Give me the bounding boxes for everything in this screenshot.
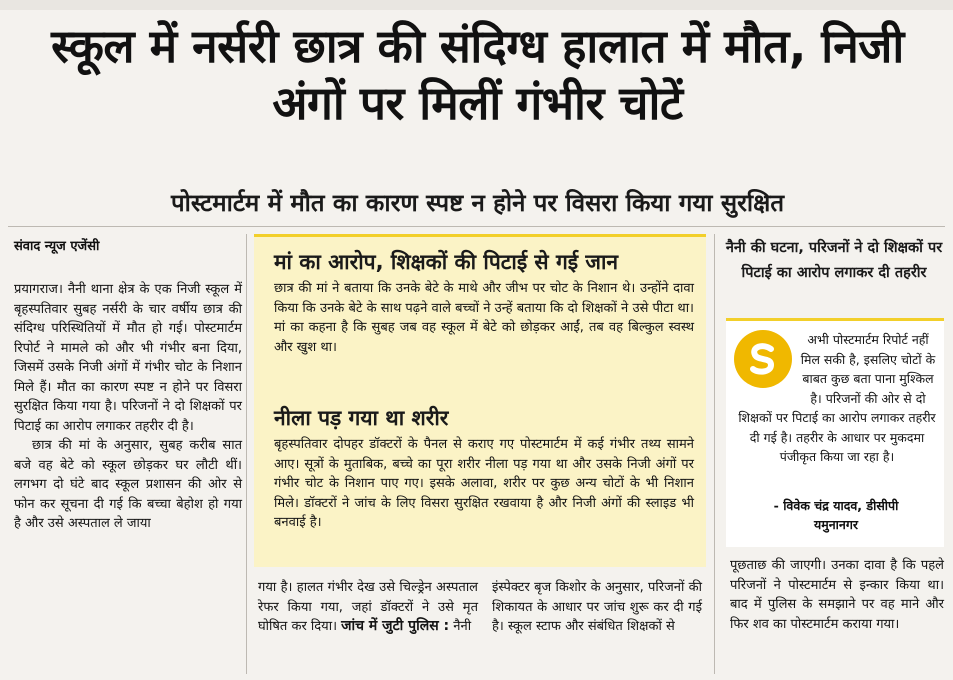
box-heading: नीला पड़ गया था शरीर [274,406,449,430]
paragraph: नैनी [453,619,472,634]
article-column-4: पूछताछ की जाएगी। उनका दावा है कि पहले परिजनों ने पोस्टमार्टम से इन्कार किया था। बाद में पुलिस के समझाने पर वह माने और फिर शव का पोस्टमार्टम कराया गया। [730,558,944,632]
paragraph: गया है। हालत गंभीर देख उसे चिल्ड्रेन अस्पताल रेफर किया गया, जहां डॉक्टरों ने उसे मृत घोषित कर दिया। [258,580,478,634]
byline: संवाद न्यूज एजेंसी [14,239,100,254]
box-paragraph: बृहस्पतिवार दोपहर डॉक्टरों के पैनल से कराए गए पोस्टमार्टम में कई गंभीर तथ्य सामने आए। सूत्रों के मुताबिक, बच्चे का पूरा शरीर नीला पड़ गया था और उसके निजी अंगों पर गंभीर चोट के निशान पाए गए। इसके अलावा, शरीर पर कुछ अन्य चोटों के भी निशान मिले। डॉक्टरों ने जांच के लिए विसरा सुरक्षित रखवाया है और निजी अंगों की स्लाइड भी बनवाई है। [274,437,694,530]
paragraph: प्रयागराज। नैनी थाना क्षेत्र के एक निजी स्कूल में बृहस्पतिवार सुबह नर्सरी के चार वर्षीय छात्र की संदिग्ध परिस्थितियों में मौत हो गई। पोस्टमार्टम रिपोर्ट ने मामले को और भी गंभीर बना दिया, जिसमें उसके निजी अंगों में गंभीर चोट के निशान मिले हैं। मौत का कारण स्पष्ट न होने पर विसरा सुरक्षित किया गया है। परिजनों ने दो शिक्षकों पर पिटाई का आरोप लगाकर तहरीर दी है। [14,282,242,434]
page-top-strip [0,0,953,10]
article-column-1 [14,280,242,534]
paragraph: छात्र की मां के अनुसार, सुबह करीब सात बजे वह बेटे को स्कूल छोड़कर घर लौटी थीं। लगभग दो घंटे बाद स्कूल प्रशासन की ओर से फोन कर सूचना दी गई कि बच्चा बेहोश हो गया है और उसे अस्पताल ले जाया [14,438,242,531]
quote: अभी पोस्टमार्टम रिपोर्ट नहीं मिल सकी है, इसलिए चोटों के बाबत कुछ बता पाना मुश्किल है। परिजनों की ओर से दो शिक्षकों पर पिटाई का आरोप लगाकर तहरीर दी गई है। तहरीर के आधार पर मुकदमा पंजीकृत किया जा रहा है। [738,332,936,464]
divider [8,226,945,227]
column-divider [246,234,247,674]
inline-subheading: जांच में जुटी पुलिस : [341,618,450,634]
box-heading: मां का आरोप, शिक्षकों की पिटाई से गई जान [274,250,619,274]
article-column-2 [258,578,478,637]
attribution-name: - विवेक चंद्र यादव, डीसीपी [773,498,899,513]
quote-text [736,330,938,467]
sidebar-heading: नैनी की घटना, परिजनों ने दो शिक्षकों पर पिटाई का आरोप लगाकर दी तहरीर [725,240,943,281]
column-divider [714,234,715,674]
quote-attribution [736,496,936,534]
subheadline: पोस्टमार्टम में मौत का कारण स्पष्ट न होने पर विसरा किया गया सुरक्षित [170,189,785,217]
attribution-place: यमुनानगर [814,517,858,532]
box-paragraph: छात्र की मां ने बताया कि उनके बेटे के माथे और जीभ पर चोट के निशान थे। उन्होंने दावा किया कि उनके बेटे के साथ पढ़ने वाले बच्चों ने उन्हें बताया कि दो शिक्षकों ने उसे पीटा था। मां का कहना है कि सुबह जब वह स्कूल में बेटे को छोड़कर आईं, तब वह बिल्कुल स्वस्थ और खुश था। [274,281,694,355]
article-column-3: इंस्पेक्टर बृज किशोर के अनुसार, परिजनों की शिकायत के आधार पर जांच शुरू कर दी गई है। स्कूल स्टाफ और संबंधित शिक्षकों से [492,580,702,634]
headline: स्कूल में नर्सरी छात्र की संदिग्ध हालात में मौत, निजी अंगों पर मिलीं गंभीर चोटें [51,19,904,130]
